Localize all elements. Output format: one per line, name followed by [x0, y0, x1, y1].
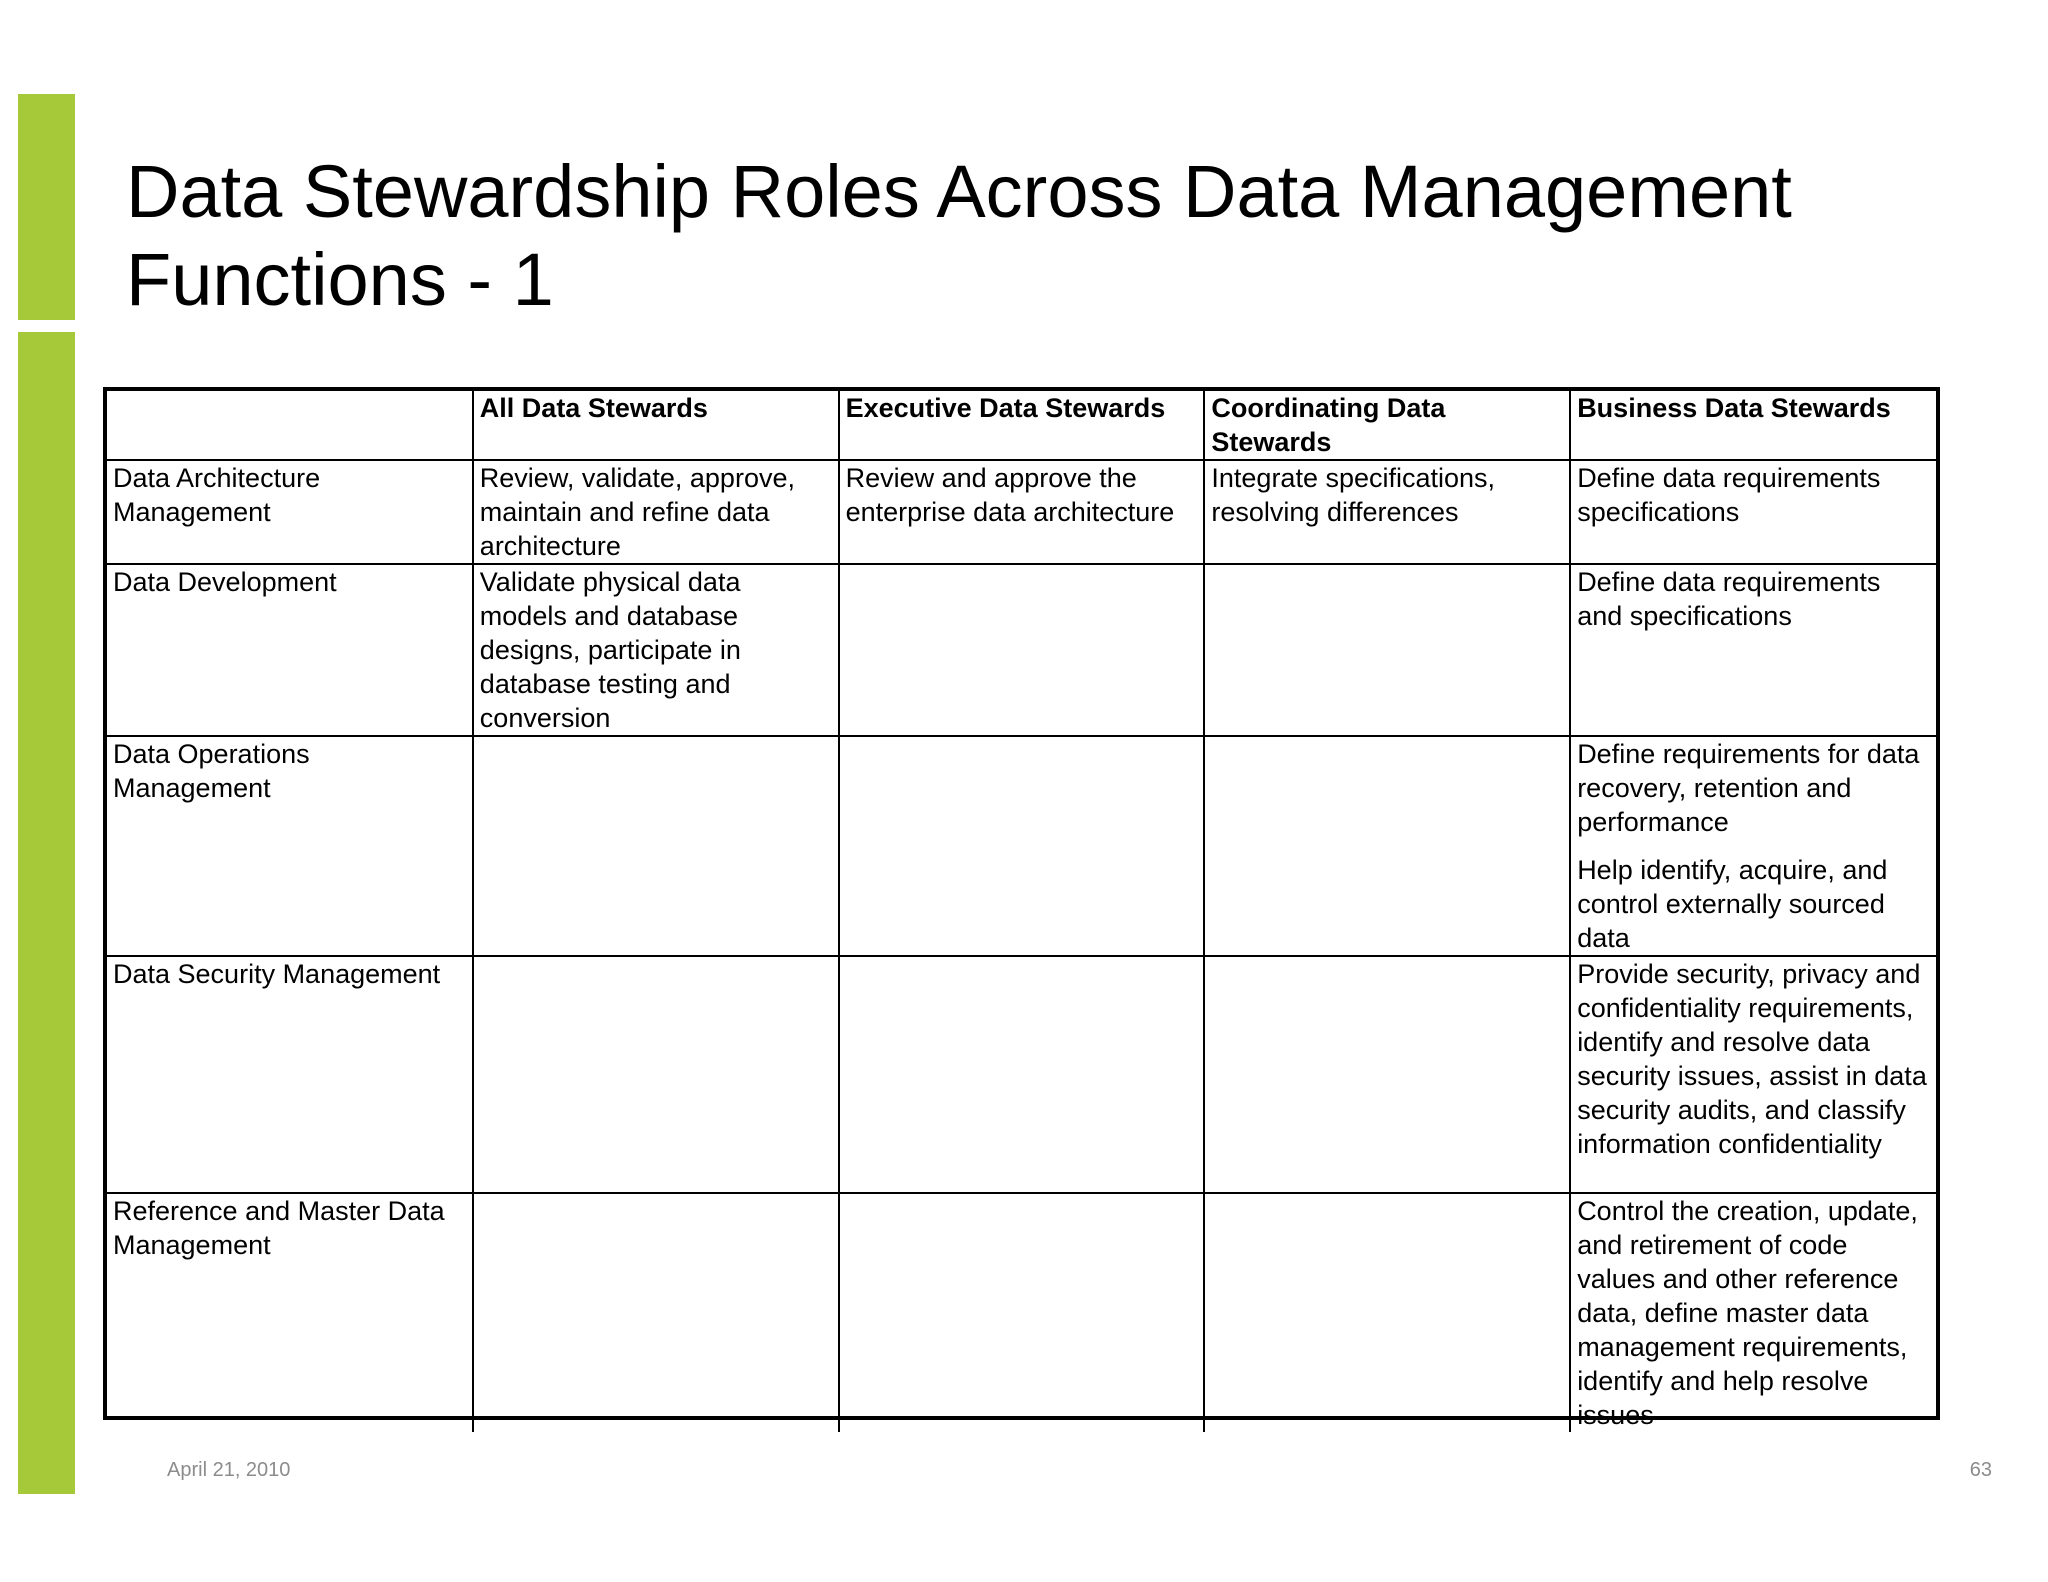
- table-row: [107, 956, 1936, 1193]
- business-stewards-cell: [1570, 956, 1936, 1193]
- table-row: [107, 564, 1936, 736]
- function-cell: Data Development: [107, 564, 473, 736]
- business-stewards-cell: [1570, 460, 1936, 564]
- executive-stewards-cell: [839, 736, 1205, 956]
- executive-stewards-cell: [839, 564, 1205, 736]
- coordinating-stewards-cell: [1204, 736, 1570, 956]
- all-stewards-cell: [473, 956, 839, 1193]
- header-cell-function: [107, 391, 473, 460]
- accent-bar-bottom: [18, 332, 75, 1494]
- executive-stewards-cell: [839, 1193, 1205, 1432]
- table-row: [107, 736, 1936, 956]
- accent-bar-top: [18, 94, 75, 320]
- all-stewards-cell: Review, validate, approve, maintain and refine data architecture: [473, 460, 839, 564]
- table-row: [107, 1193, 1936, 1432]
- coordinating-stewards-cell: [1204, 564, 1570, 736]
- slide-title-line-2: Functions - 1: [126, 238, 554, 321]
- all-stewards-cell: Validate physical data models and database designs, participate in database testing and conversion: [473, 564, 839, 736]
- all-stewards-cell: [473, 1193, 839, 1432]
- business-stewards-text: Provide security, privacy and confidentiality requirements, identify and resolve data security issues, assist in data security audits, and classify information confidentiality: [1577, 959, 1927, 1159]
- function-cell: Reference and Master Data Management: [107, 1193, 473, 1432]
- coordinating-stewards-cell: Integrate specifications, resolving differences: [1204, 460, 1570, 564]
- business-stewards-text: Define data requirements specifications: [1577, 463, 1881, 527]
- executive-stewards-cell: Review and approve the enterprise data architecture: [839, 460, 1205, 564]
- header-cell-business-data-stewards: Business Data Stewards: [1570, 391, 1936, 460]
- business-stewards-text: Define requirements for data recovery, retention and performance: [1577, 739, 1920, 837]
- header-cell-coordinating-data-stewards: Coordinating Data Stewards: [1204, 391, 1570, 460]
- footer-date: April 21, 2010: [167, 1459, 291, 1481]
- header-cell-executive-data-stewards: Executive Data Stewards: [839, 391, 1205, 460]
- business-stewards-text: Help identify, acquire, and control externally sourced data: [1577, 855, 1888, 953]
- coordinating-stewards-cell: [1204, 956, 1570, 1193]
- business-stewards-cell: [1570, 1193, 1936, 1432]
- function-cell: Data Operations Management: [107, 736, 473, 956]
- function-cell: Data Architecture Management: [107, 460, 473, 564]
- page-number: 63: [1969, 1459, 1992, 1481]
- business-stewards-text: Control the creation, update, and retirement of code values and other reference data, define master data management requirements, identify and help resolve issues: [1577, 1196, 1918, 1430]
- all-stewards-cell: [473, 736, 839, 956]
- slide-title: [126, 148, 1926, 324]
- coordinating-stewards-cell: [1204, 1193, 1570, 1432]
- business-stewards-cell: [1570, 564, 1936, 736]
- table-row: [107, 460, 1936, 564]
- table-header-row: [107, 391, 1936, 460]
- slide-title-line-1: Data Stewardship Roles Across Data Management: [126, 150, 1792, 233]
- function-cell: Data Security Management: [107, 956, 473, 1193]
- business-stewards-cell: [1570, 736, 1936, 956]
- executive-stewards-cell: [839, 956, 1205, 1193]
- header-cell-all-data-stewards: All Data Stewards: [473, 391, 839, 460]
- stewardship-roles-table: [103, 387, 1940, 1430]
- business-stewards-text: Define data requirements and specifications: [1577, 567, 1881, 631]
